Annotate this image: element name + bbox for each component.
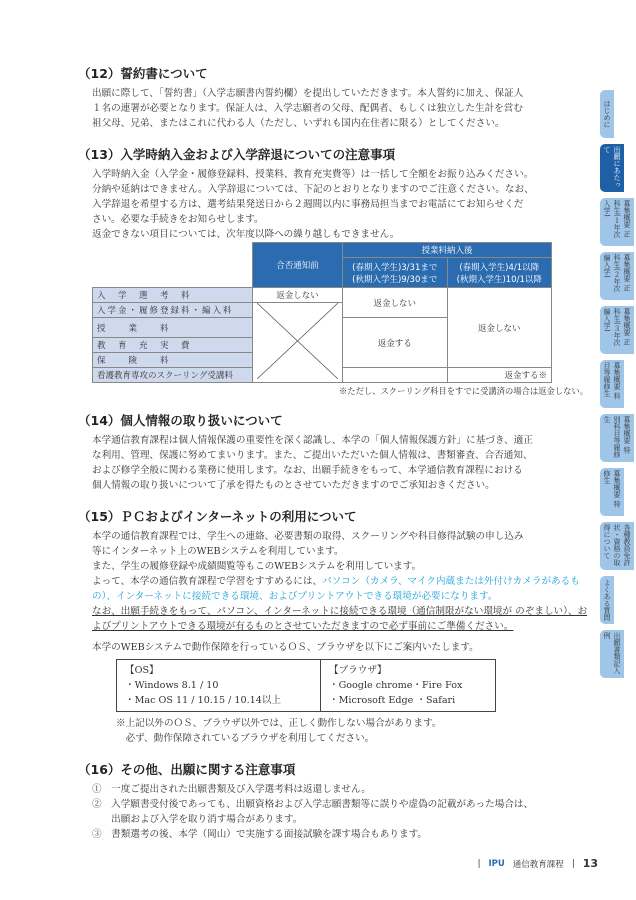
section-15-title: （15）ＰＣおよびインターネットの利用について [78, 509, 357, 524]
row-label: 保 険 料 [93, 353, 253, 368]
supported-env [116, 659, 588, 712]
section-12 [78, 64, 588, 131]
sidebar-tab[interactable]: 募集概要 正科生(３年次編入学) [600, 306, 634, 354]
section-13 [78, 145, 588, 397]
section-15-note: ※上記以外のＯＳ、ブラウザ以外では、正しく動作しない場合があります。 必ず、動作保障されているブラウザを利用してください。 [116, 718, 442, 744]
cell-no-refund: 返金しない [447, 288, 552, 368]
section-16-title: （16）その他、出願に関する注意事項 [78, 762, 296, 777]
row-label: 入学金・履修登録料・編入料 [93, 303, 253, 318]
section-13-title: （13）入学時納入金および入学辞退についての注意事項 [78, 147, 396, 162]
sidebar-tab[interactable]: 募集概要 正科生(１年次入学) [600, 198, 634, 246]
section-12-title: （12）誓約書について [78, 66, 208, 81]
footer-course: 通信教育課程 [512, 859, 564, 870]
list-item: ② 入学願書受付後であっても、出願資格および入学志願書類等に誤りや虚偽の記載があった場合は、 出願および入学を取り消す場合があります。 [92, 799, 534, 825]
cell-refund: 返金する [343, 318, 448, 368]
footer-brand: IPU [488, 858, 505, 869]
sidebar-tab[interactable]: 募集概要 正科生(２年次編入学) [600, 252, 634, 300]
row-label: 入 学 選 考 料 [93, 288, 253, 303]
sidebar-tab-active[interactable]: 出願にあたって [600, 144, 624, 192]
header-tuition: 授業料納入後 [343, 243, 552, 258]
footer [478, 857, 598, 870]
footer-divider: | [571, 858, 575, 869]
cell-no-refund: 返金しない [343, 288, 448, 318]
cross-cell [253, 303, 343, 383]
os-box: 【OS】 ・Windows 8.1 / 10 ・Mac OS 11 / 10.15 / 10.14以上 [116, 659, 321, 712]
cell-refund-note: 返金する※ [447, 368, 552, 383]
sidebar-tab[interactable]: 各種教員免許状・資格の取得について [600, 522, 634, 570]
header-after: (春期入学生)4/1以降 (秋期入学生)10/1以降 [447, 258, 552, 288]
sidebar-tab[interactable]: 募集概要 科目等履修生 [600, 360, 624, 408]
section-16 [78, 760, 588, 842]
sidebar-tab[interactable]: よくある質問 [600, 576, 614, 624]
page-number: 13 [582, 857, 598, 870]
row-label: 看護教育専攻のスクーリング受講料 [93, 368, 253, 383]
empty-cell [343, 368, 448, 383]
row-label: 授 業 料 [93, 318, 253, 338]
sidebar-tab[interactable]: 出願書類記入例 [600, 630, 624, 678]
cell-no-refund: 返金しない [253, 288, 343, 303]
browser-box: 【ブラウザ】 ・Google chrome・Fire Fox ・Microsoft Edge ・Safari [321, 659, 496, 712]
list-item: ① 一度ご提出された出願書類及び入学選考料は返還しません。 [92, 784, 371, 795]
table-note: ※ただし、スクーリング科目をすでに受講済の場合は返金しない。 [339, 386, 588, 396]
section-14-body: 本学通信教育課程は個人情報保護の重要性を深く認識し、本学の「個人情報保護方針」に基づき、適正 な利用、管理、保護に努めてまいります。また、ご提出いただいた個人情報は、書類審査、合否通知、 および修学全般に関わる業務に使用します。なお、出願手続きをもって、本学通信教育課程における 個人情報の取り扱いについて了承を得たものとさせていただきますのでご承知おきください。 [92, 435, 533, 491]
section-14-title: （14）個人情報の取り扱いについて [78, 413, 283, 428]
body-text: 本学の通信教育課程では、学生への連絡、必要書類の取得、スクーリングや科目修得試験の申し込み 等にインターネット上のWEBシステムを利用しています。 また、学生の履修登録や成績閲覧等もこのWEBシステムを利用しています。 よって、本学の通信教育課程で学習をすすめるには、 [92, 531, 524, 587]
main-content [78, 64, 588, 856]
required-env-text: パソコン（カメラ、マイク内蔵または外付けカメラがあるもの）、インターネットに接続できる環境、およびプリントアウトできる環境が必要になります。 [92, 576, 580, 602]
header-spring: (春期入学生)3/31まで (秋期入学生)9/30まで [343, 258, 448, 288]
sidebar-tab[interactable]: 募集概要 特別科目等履修生 [600, 414, 634, 462]
sidebar-tab[interactable]: はじめに [600, 90, 614, 138]
section-15 [78, 507, 588, 746]
footer-divider: | [477, 858, 481, 869]
section-14 [78, 411, 588, 493]
list-item: ③ 書類選考の後、本学（岡山）で実施する面接試験を課す場合もあります。 [92, 829, 428, 840]
section-13-body: 入学時納入金（入学金・履修登録料、授業料、教育充実費等）は一括して全額をお振り込みください。 分納や延納はできません。入学辞退については、下記のとおりとなりますのでご注意ください。なお、 入学辞退を希望する方は、選考結果発送日から２週間以内に事務局担当までお電話にてお知らせくだ さい。必要な手続きをお知らせします。 返金できない項目については、次年度以降への繰り越しもできません。 [92, 169, 534, 240]
sidebar-index [600, 90, 636, 684]
header-pass: 合否通知前 [253, 243, 343, 288]
section-15-body [92, 529, 588, 634]
row-label: 教 育 充 実 費 [93, 338, 253, 353]
preparation-text: なお、出願手続きをもって、パソコン、インターネットに接続できる環境（通信制限がない環境が のぞましい）、およびプリントアウトできる環境が有るものとさせていただきますので必ず事前にご準備ください。 [92, 606, 588, 632]
section-12-body: 出願に際して、「誓約書」（入学志願書内誓約欄）を提出していただきます。本人誓約に加え、保証人 １名の連署が必要となります。保証人は、入学志願者の父母、配偶者、もしくは独立した生計を営む 祖父母、兄弟、またはこれに代わる人（ただし、いずれも国内在住者に限る）としてください。 [92, 88, 524, 129]
cross-mark [257, 303, 338, 379]
section-15-body2: 本学のWEBシステムで動作保障を行っているＯＳ、ブラウザを以下にご案内いたします。 [92, 642, 479, 653]
sidebar-tab[interactable]: 募集概要 特修生 [600, 468, 624, 516]
fee-table [92, 242, 552, 383]
